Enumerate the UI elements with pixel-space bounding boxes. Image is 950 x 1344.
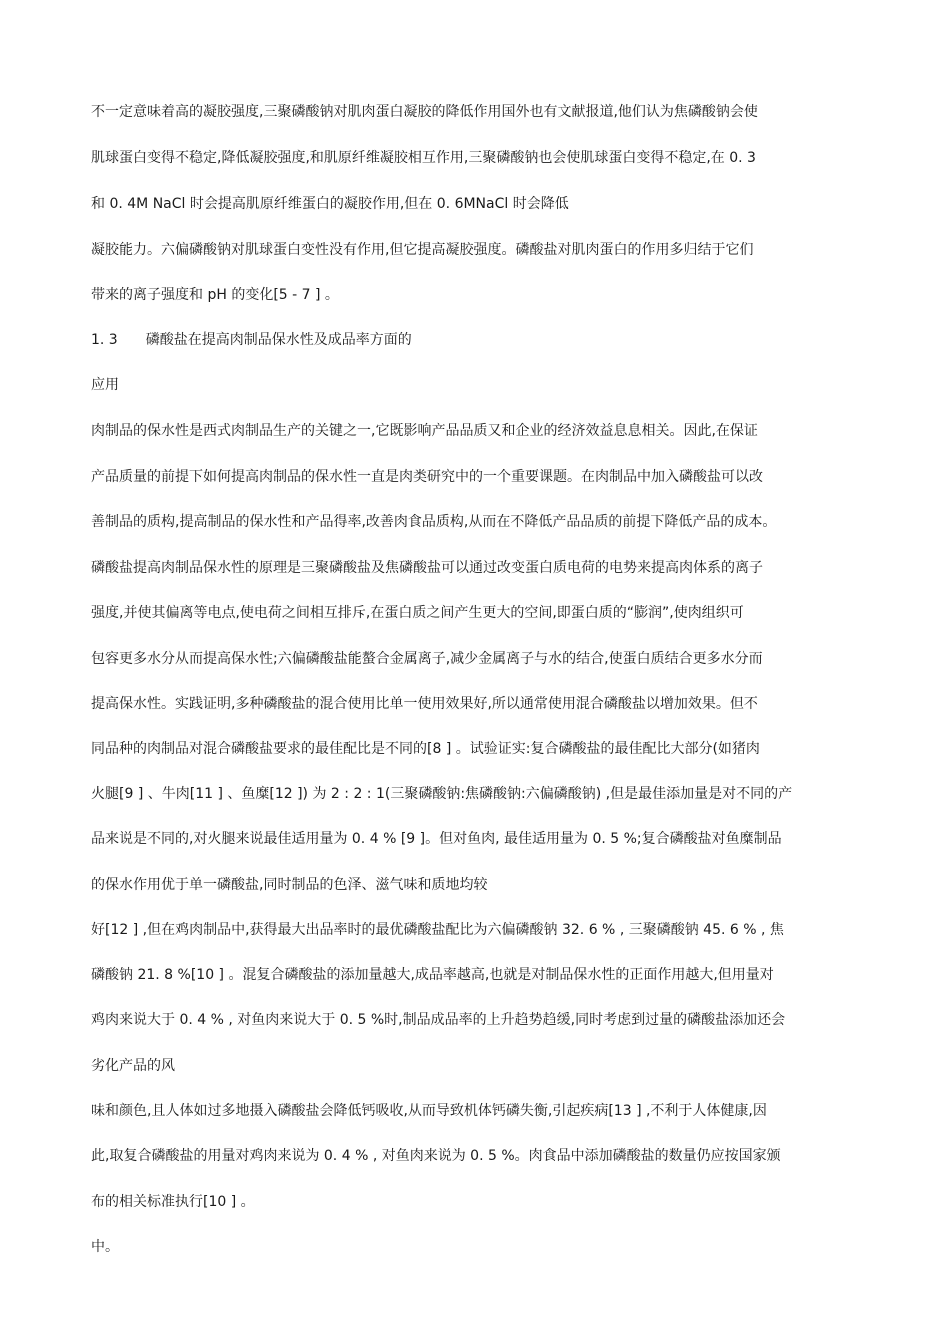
text-line: 好[12 ] ,但在鸡肉制品中,获得最大出品率时的最优磷酸盐配比为六偏磷酸钠 32. 6 % , 三聚磷酸钠 45. 6 % , 焦 xyxy=(91,922,784,938)
text-line: 提高保水性。实践证明,多种磷酸盐的混合使用比单一使用效果好,所以通常使用混合磷酸盐以增加效果。但不 xyxy=(91,696,758,712)
text-line: 同品种的肉制品对混合磷酸盐要求的最佳配比是不同的[8 ] 。试验证实:复合磷酸盐的最佳配比大部分(如猪肉 xyxy=(91,741,760,757)
text-line: 此,取复合磷酸盐的用量对鸡肉来说为 0. 4 % , 对鱼肉来说为 0. 5 %。肉食品中添加磷酸盐的数量仍应按国家颁 xyxy=(91,1148,781,1164)
text-line: 产品质量的前提下如何提高肉制品的保水性一直是肉类研究中的一个重要课题。在肉制品中加入磷酸盐可以改 xyxy=(91,469,763,485)
text-line: 带来的离子强度和 pH 的变化[5 - 7 ] 。 xyxy=(91,287,339,303)
text-line: 布的相关标准执行[10 ] 。 xyxy=(91,1194,255,1210)
text-line: 包容更多水分从而提高保水性;六偏磷酸盐能螯合金属离子,减少金属离子与水的结合,使蛋白质结合更多水分而 xyxy=(91,651,763,667)
text-line: 劣化产品的风 xyxy=(91,1058,175,1074)
text-line: 味和颜色,且人体如过多地摄入磷酸盐会降低钙吸收,从而导致机体钙磷失衡,引起疾病[13 ] ,不利于人体健康,因 xyxy=(91,1103,767,1119)
text-line: 的保水作用优于单一磷酸盐,同时制品的色泽、滋气味和质地均较 xyxy=(91,877,488,893)
text-line: 和 0. 4M NaCl 时会提高肌原纤维蛋白的凝胶作用,但在 0. 6MNaCl 时会降低 xyxy=(91,196,569,212)
text-line: 鸡肉来说大于 0. 4 % , 对鱼肉来说大于 0. 5 %时,制品成品率的上升趋势趋缓,同时考虑到过量的磷酸盐添加还会 xyxy=(91,1012,786,1028)
text-line: 磷酸钠 21. 8 %[10 ] 。混复合磷酸盐的添加量越大,成品率越高,也就是对制品保水性的正面作用越大,但用量对 xyxy=(91,967,774,983)
text-line: 肉制品的保水性是西式肉制品生产的关键之一,它既影响产品品质又和企业的经济效益息息相关。因此,在保证 xyxy=(91,423,758,439)
text-line: 中。 xyxy=(91,1239,119,1255)
text-line: 肌球蛋白变得不稳定,降低凝胶强度,和肌原纤维凝胶相互作用,三聚磷酸钠也会使肌球蛋白变得不稳定,在 0. 3 xyxy=(91,150,756,166)
text-line: 凝胶能力。六偏磷酸钠对肌球蛋白变性没有作用,但它提高凝胶强度。磷酸盐对肌肉蛋白的作用多归结于它们 xyxy=(91,242,754,258)
text-line: 磷酸盐提高肉制品保水性的原理是三聚磷酸盐及焦磷酸盐可以通过改变蛋白质电荷的电势来提高肉体系的离子 xyxy=(91,560,763,576)
section-heading: 1. 3 磷酸盐在提高肉制品保水性及成品率方面的 xyxy=(91,332,412,348)
text-line: 不一定意味着高的凝胶强度,三聚磷酸钠对肌肉蛋白凝胶的降低作用国外也有文献报道,他们认为焦磷酸钠会使 xyxy=(91,104,758,120)
text-line: 善制品的质构,提高制品的保水性和产品得率,改善肉食品质构,从而在不降低产品品质的前提下降低产品的成本。 xyxy=(91,514,777,530)
text-line: 火腿[9 ] 、牛肉[11 ] 、鱼糜[12 ]) 为 2 : 2 : 1(三聚磷酸钠:焦磷酸钠:六偏磷酸钠) ,但是最佳添加量是对不同的产 xyxy=(91,786,793,802)
text-line: 强度,并使其偏离等电点,使电荷之间相互排斥,在蛋白质之间产生更大的空间,即蛋白质的“膨润”,使肉组织可 xyxy=(91,605,744,621)
text-line: 品来说是不同的,对火腿来说最佳适用量为 0. 4 % [9 ]。但对鱼肉, 最佳适用量为 0. 5 %;复合磷酸盐对鱼糜制品 xyxy=(91,831,782,847)
section-heading-continued: 应用 xyxy=(91,377,119,393)
